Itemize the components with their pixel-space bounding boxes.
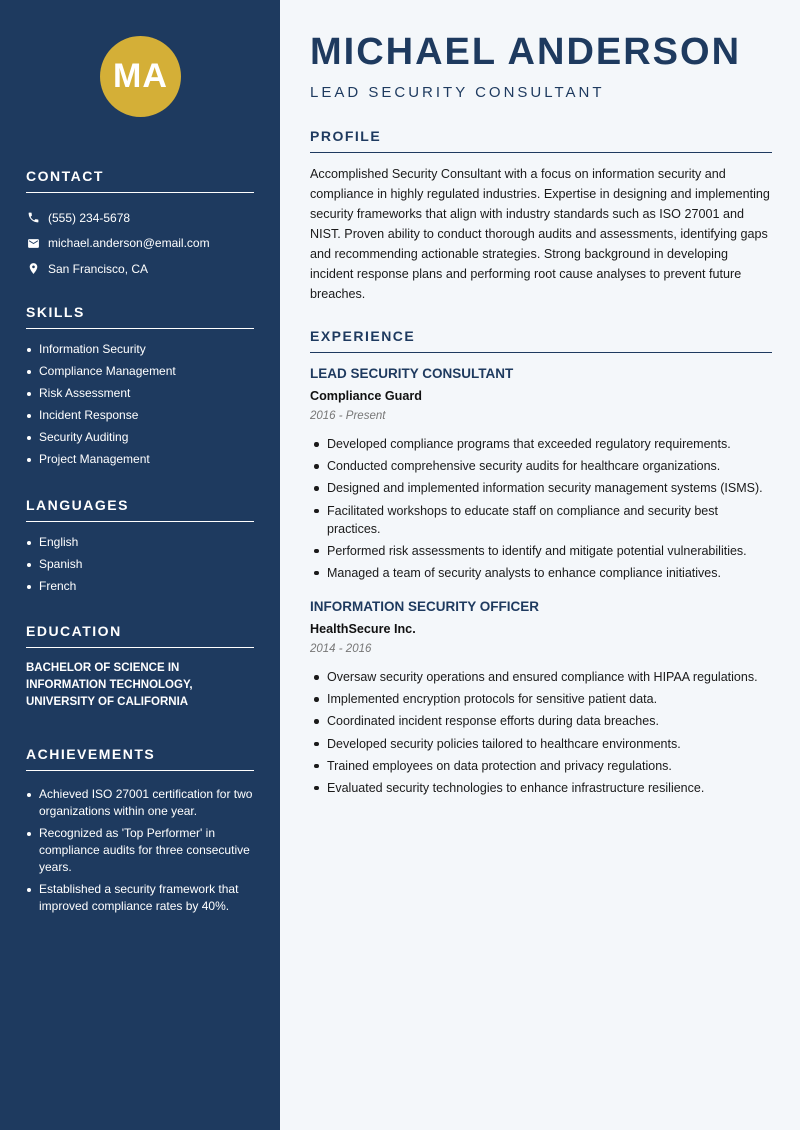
achievements-list: [26, 786, 254, 915]
job-bullet: Managed a team of security analysts to enhance compliance initiatives.: [310, 564, 772, 582]
language-item: French: [26, 578, 254, 595]
candidate-title: LEAD SECURITY CONSULTANT: [310, 84, 605, 101]
skill-item: Security Auditing: [26, 429, 254, 446]
skill-item: Risk Assessment: [26, 385, 254, 402]
job-bullets: [310, 668, 772, 797]
languages-heading: LANGUAGES: [26, 497, 254, 522]
job-bullet: Implemented encryption protocols for sensitive patient data.: [310, 690, 772, 708]
job-bullet: Coordinated incident response efforts during data breaches.: [310, 712, 772, 730]
experience-heading: EXPERIENCE: [310, 328, 772, 353]
job-bullet: Performed risk assessments to identify and mitigate potential vulnerabilities.: [310, 542, 772, 560]
contact-section: [26, 168, 254, 282]
job-bullet: Developed compliance programs that exceeded regulatory requirements.: [310, 435, 772, 453]
profile-text: Accomplished Security Consultant with a focus on information security and compliance in highly regulated industries. Expertise in designing and implementing security frameworks that align with industry standards such as ISO 27001 and NIST. Proven ability to conduct thorough audits and assessments, identifying gaps and recommending actionable strategies. Strong background in developing incident response plans and performing root cause analyses to prevent future breaches.: [310, 167, 770, 301]
job-entry: [310, 599, 772, 801]
contact-phone[interactable]: [26, 205, 254, 231]
achievement-item: Achieved ISO 27001 certification for two organizations within one year.: [26, 786, 254, 820]
skills-list: [26, 341, 254, 468]
skill-item: Information Security: [26, 341, 254, 358]
languages-section: [26, 497, 254, 600]
job-bullet: Trained employees on data protection and privacy regulations.: [310, 757, 772, 775]
achievement-item: Established a security framework that improved compliance rates by 40%.: [26, 881, 254, 915]
languages-list: [26, 534, 254, 595]
skill-item: Project Management: [26, 451, 254, 468]
achievements-heading: ACHIEVEMENTS: [26, 746, 254, 771]
contact-email[interactable]: [26, 231, 254, 257]
email-icon: [26, 236, 40, 250]
location-pin-icon: [26, 262, 40, 276]
education-degree: BACHELOR OF SCIENCE IN INFORMATION TECHNOLOGY, UNIVERSITY OF CALIFORNIA: [26, 662, 193, 708]
job-bullet: Facilitated workshops to educate staff on compliance and security best practices.: [310, 502, 772, 538]
job-entry: [310, 366, 772, 586]
skills-heading: SKILLS: [26, 304, 254, 329]
skill-item: Incident Response: [26, 407, 254, 424]
education-section: [26, 623, 254, 711]
language-item: English: [26, 534, 254, 551]
job-bullets: [310, 435, 772, 582]
contact-phone-text: (555) 234-5678: [48, 210, 131, 225]
skills-section: [26, 304, 254, 473]
job-company: Compliance Guard: [310, 389, 422, 403]
job-bullet: Developed security policies tailored to healthcare environments.: [310, 735, 772, 753]
candidate-name: MICHAEL ANDERSON: [310, 31, 742, 73]
job-company: HealthSecure Inc.: [310, 622, 416, 636]
education-heading: EDUCATION: [26, 623, 254, 648]
job-bullet: Evaluated security technologies to enhance infrastructure resilience.: [310, 779, 772, 797]
job-dates: 2014 - 2016: [310, 643, 372, 655]
phone-icon: [26, 211, 40, 225]
contact-location-text: San Francisco, CA: [48, 261, 149, 276]
job-dates: 2016 - Present: [310, 410, 386, 422]
job-bullet: Designed and implemented information security management systems (ISMS).: [310, 479, 772, 497]
achievements-section: [26, 746, 254, 920]
sidebar: [0, 0, 280, 1130]
job-bullet: Conducted comprehensive security audits for healthcare organizations.: [310, 457, 772, 475]
job-title: LEAD SECURITY CONSULTANT: [310, 366, 514, 381]
initials-avatar: MA: [100, 36, 181, 117]
contact-location: [26, 256, 254, 282]
job-bullet: Oversaw security operations and ensured compliance with HIPAA regulations.: [310, 668, 772, 686]
contact-heading: CONTACT: [26, 168, 254, 193]
skill-item: Compliance Management: [26, 363, 254, 380]
job-title: INFORMATION SECURITY OFFICER: [310, 599, 539, 614]
achievement-item: Recognized as 'Top Performer' in compliance audits for three consecutive years.: [26, 825, 254, 876]
contact-email-text: michael.anderson@email.com: [48, 236, 210, 251]
language-item: Spanish: [26, 556, 254, 573]
profile-heading: PROFILE: [310, 128, 772, 153]
